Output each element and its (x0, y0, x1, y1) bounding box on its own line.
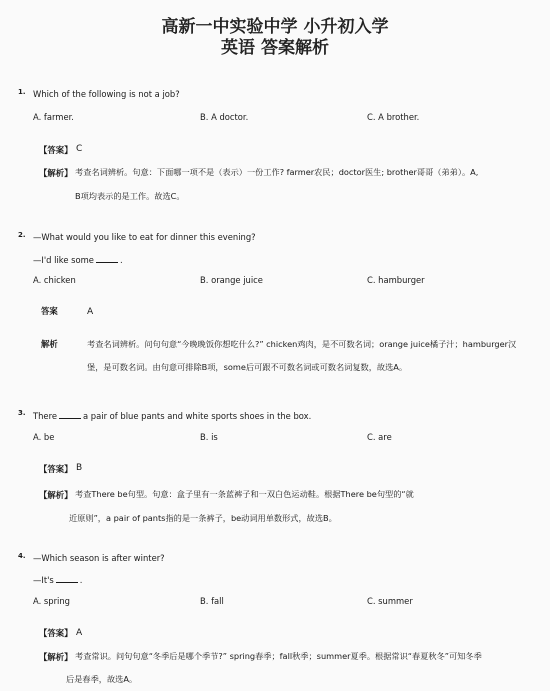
question-3-option-a: A. be (33, 432, 55, 442)
question-2-line-2 (33, 254, 123, 265)
question-3-explain-line-2: 近原则”，a pair of pants指的是一条裤子，be动词用单数形式，故选B。 (69, 513, 337, 523)
answer-blank (59, 410, 81, 419)
page-subtitle: 英语 答案解析 (221, 38, 329, 58)
question-1-explain-line-2: B项均表示的是工作。故选C。 (75, 191, 185, 201)
question-3-option-c: C. are (367, 432, 392, 442)
question-3-answer: B (76, 463, 83, 473)
question-4-number: 4. (18, 552, 26, 560)
question-4-explain-label: 【解析】 (39, 652, 73, 662)
question-4-option-a: A. spring (33, 596, 70, 606)
question-3-explain-label: 【解析】 (39, 490, 73, 500)
question-1-text: Which of the following is not a job? (33, 89, 180, 99)
question-2-option-c: C. hamburger (367, 275, 425, 285)
question-2-explain-label: 解析 (41, 339, 58, 349)
question-2-line-2-prefix: —I'd like some (33, 255, 94, 265)
question-2-answer: A (87, 307, 94, 317)
question-4-line-2-prefix: —It's (33, 575, 54, 585)
question-2-line-1: —What would you like to eat for dinner this evening? (33, 232, 256, 242)
question-3-text-suffix: a pair of blue pants and white sports shoes in the box. (83, 411, 312, 421)
question-2-answer-label: 答案 (41, 306, 58, 316)
question-4-explain-line-1: 考查常识。问句句意“冬季后是哪个季节?” spring春季；fall秋季；summer夏季。根据常识“春夏秋冬”可知冬季 (75, 651, 482, 661)
question-4-answer-label: 【答案】 (39, 628, 73, 638)
question-2-option-a: A. chicken (33, 275, 76, 285)
question-3-option-b: B. is (200, 432, 218, 442)
question-1-option-b: B. A doctor. (200, 112, 249, 122)
question-1-number: 1. (18, 88, 26, 96)
question-4-option-b: B. fall (200, 596, 224, 606)
question-4-line-2 (33, 574, 82, 585)
question-1-answer: C (76, 144, 83, 154)
page-title: 高新一中实验中学 小升初入学 (161, 17, 389, 37)
question-1-answer-label: 【答案】 (39, 145, 73, 155)
question-2-line-2-suffix: . (119, 255, 123, 265)
question-1-option-c: C. A brother. (367, 112, 420, 122)
question-2-number: 2. (18, 231, 26, 239)
question-4-explain-line-2: 后是春季，故选A。 (66, 674, 138, 684)
question-4-line-2-suffix: . (79, 575, 83, 585)
question-4-option-c: C. summer (367, 596, 413, 606)
question-1-explain-label: 【解析】 (39, 168, 73, 178)
question-2-explain-line-2: 堡，是可数名词。由句意可排除B项，some后可跟不可数名词或可数名词复数，故选A。 (87, 362, 408, 372)
question-3-number: 3. (18, 409, 26, 417)
question-3-explain-line-1: 考查There be句型。句意：盒子里有一条蓝裤子和一双白色运动鞋。根据There be句型的“就 (75, 489, 414, 499)
answer-blank (96, 254, 118, 263)
question-1-explain-line-1: 考查名词辨析。句意：下面哪一项不是（表示）一份工作? farmer农民；doctor医生; brother哥哥（弟弟）。A, (75, 167, 479, 177)
question-2-option-b: B. orange juice (200, 275, 263, 285)
question-3-answer-label: 【答案】 (39, 464, 73, 474)
question-4-answer: A (76, 628, 83, 638)
question-3-text (33, 410, 311, 421)
question-2-explain-line-1: 考查名词辨析。问句句意“今晚晚饭你想吃什么?” chicken鸡肉，是不可数名词；orange juice橘子汁；hamburger汉 (87, 339, 517, 349)
question-4-line-1: —Which season is after winter? (33, 553, 165, 563)
question-1-option-a: A. farmer. (33, 112, 74, 122)
question-3-text-prefix: There (33, 411, 57, 421)
answer-blank (56, 574, 78, 583)
